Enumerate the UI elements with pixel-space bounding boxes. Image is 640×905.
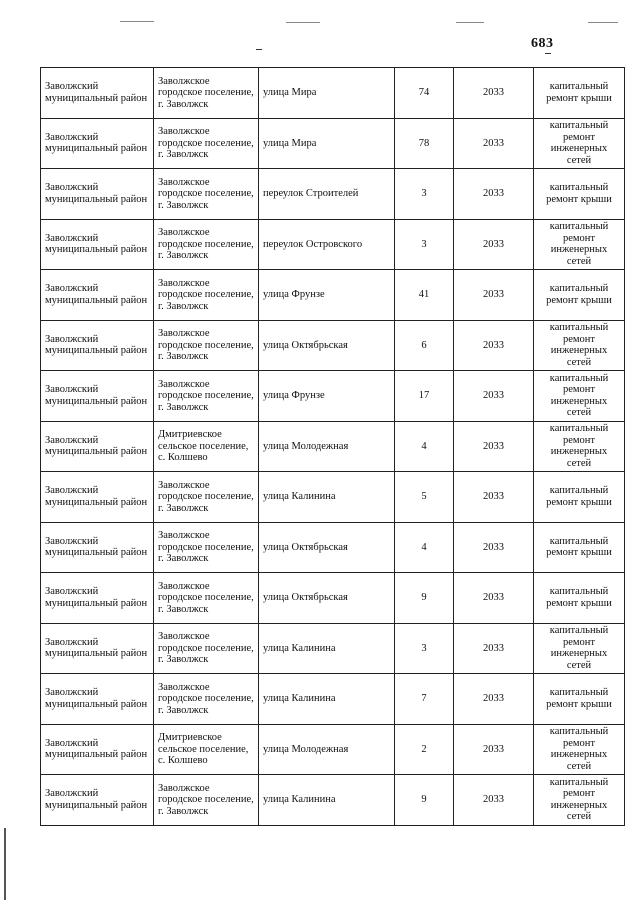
house-number-cell: 6 xyxy=(395,320,454,371)
district-cell: Заволжский муниципальный район xyxy=(41,674,154,725)
district-cell: Заволжский муниципальный район xyxy=(41,573,154,624)
street-cell: улица Калинина xyxy=(259,623,395,674)
house-number-cell: 9 xyxy=(395,573,454,624)
street-cell: улица Октябрьская xyxy=(259,320,395,371)
work-type-cell: капитальный ремонт крыши xyxy=(534,472,625,523)
table-body xyxy=(41,68,625,826)
house-number-cell: 4 xyxy=(395,421,454,472)
table-row xyxy=(41,573,625,624)
year-cell: 2033 xyxy=(454,421,534,472)
year-cell: 2033 xyxy=(454,169,534,220)
street-cell: улица Калинина xyxy=(259,472,395,523)
table-row xyxy=(41,724,625,775)
repair-schedule-table xyxy=(40,67,625,826)
house-number-cell: 2 xyxy=(395,724,454,775)
year-cell: 2033 xyxy=(454,775,534,826)
work-type-cell: капитальный ремонт крыши xyxy=(534,522,625,573)
work-type-cell: капитальный ремонт инженерных сетей xyxy=(534,320,625,371)
settlement-cell: Заволжское городское поселение, г. Заволжск xyxy=(154,219,259,270)
table-row xyxy=(41,118,625,169)
house-number-cell: 7 xyxy=(395,674,454,725)
work-type-cell: капитальный ремонт инженерных сетей xyxy=(534,371,625,422)
work-type-cell: капитальный ремонт инженерных сетей xyxy=(534,724,625,775)
street-cell: улица Молодежная xyxy=(259,421,395,472)
settlement-cell: Заволжское городское поселение, г. Заволжск xyxy=(154,674,259,725)
table-row xyxy=(41,522,625,573)
table-row xyxy=(41,320,625,371)
work-type-cell: капитальный ремонт инженерных сетей xyxy=(534,118,625,169)
settlement-cell: Заволжское городское поселение, г. Заволжск xyxy=(154,522,259,573)
district-cell: Заволжский муниципальный район xyxy=(41,522,154,573)
street-cell: улица Октябрьская xyxy=(259,522,395,573)
street-cell: улица Молодежная xyxy=(259,724,395,775)
street-cell: улица Калинина xyxy=(259,775,395,826)
settlement-cell: Дмитриевское сельское поселение, с. Колшево xyxy=(154,421,259,472)
house-number-cell: 78 xyxy=(395,118,454,169)
street-cell: переулок Островского xyxy=(259,219,395,270)
settlement-cell: Заволжское городское поселение, г. Заволжск xyxy=(154,573,259,624)
settlement-cell: Заволжское городское поселение, г. Заволжск xyxy=(154,775,259,826)
settlement-cell: Заволжское городское поселение, г. Заволжск xyxy=(154,169,259,220)
scan-mark xyxy=(120,21,154,22)
work-type-cell: капитальный ремонт инженерных сетей xyxy=(534,219,625,270)
scan-edge-bar xyxy=(4,828,6,900)
table-row xyxy=(41,674,625,725)
district-cell: Заволжский муниципальный район xyxy=(41,270,154,321)
district-cell: Заволжский муниципальный район xyxy=(41,219,154,270)
year-cell: 2033 xyxy=(454,472,534,523)
work-type-cell: капитальный ремонт инженерных сетей xyxy=(534,421,625,472)
district-cell: Заволжский муниципальный район xyxy=(41,118,154,169)
work-type-cell: капитальный ремонт инженерных сетей xyxy=(534,623,625,674)
year-cell: 2033 xyxy=(454,522,534,573)
street-cell: переулок Строителей xyxy=(259,169,395,220)
settlement-cell: Заволжское городское поселение, г. Заволжск xyxy=(154,270,259,321)
year-cell: 2033 xyxy=(454,724,534,775)
street-cell: улица Фрунзе xyxy=(259,371,395,422)
settlement-cell: Заволжское городское поселение, г. Заволжск xyxy=(154,320,259,371)
year-cell: 2033 xyxy=(454,623,534,674)
house-number-cell: 41 xyxy=(395,270,454,321)
table-row xyxy=(41,775,625,826)
year-cell: 2033 xyxy=(454,371,534,422)
work-type-cell: капитальный ремонт крыши xyxy=(534,270,625,321)
year-cell: 2033 xyxy=(454,320,534,371)
table-row xyxy=(41,421,625,472)
table-row xyxy=(41,169,625,220)
table-row xyxy=(41,623,625,674)
house-number-cell: 74 xyxy=(395,68,454,119)
district-cell: Заволжский муниципальный район xyxy=(41,775,154,826)
house-number-cell: 9 xyxy=(395,775,454,826)
street-cell: улица Мира xyxy=(259,68,395,119)
year-cell: 2033 xyxy=(454,118,534,169)
street-cell: улица Октябрьская xyxy=(259,573,395,624)
table-row xyxy=(41,472,625,523)
year-cell: 2033 xyxy=(454,573,534,624)
table-row xyxy=(41,68,625,119)
district-cell: Заволжский муниципальный район xyxy=(41,371,154,422)
scan-mark xyxy=(286,22,320,23)
district-cell: Заволжский муниципальный район xyxy=(41,421,154,472)
settlement-cell: Заволжское городское поселение, г. Заволжск xyxy=(154,623,259,674)
scan-mark xyxy=(588,22,618,23)
settlement-cell: Заволжское городское поселение, г. Заволжск xyxy=(154,371,259,422)
district-cell: Заволжский муниципальный район xyxy=(41,169,154,220)
year-cell: 2033 xyxy=(454,270,534,321)
year-cell: 2033 xyxy=(454,219,534,270)
work-type-cell: капитальный ремонт инженерных сетей xyxy=(534,775,625,826)
year-cell: 2033 xyxy=(454,68,534,119)
page-number-underline xyxy=(545,53,551,54)
house-number-cell: 5 xyxy=(395,472,454,523)
table-row xyxy=(41,270,625,321)
table-row xyxy=(41,219,625,270)
street-cell: улица Мира xyxy=(259,118,395,169)
table-row xyxy=(41,371,625,422)
work-type-cell: капитальный ремонт крыши xyxy=(534,674,625,725)
settlement-cell: Заволжское городское поселение, г. Заволжск xyxy=(154,472,259,523)
street-cell: улица Фрунзе xyxy=(259,270,395,321)
house-number-cell: 3 xyxy=(395,169,454,220)
settlement-cell: Заволжское городское поселение, г. Заволжск xyxy=(154,118,259,169)
street-cell: улица Калинина xyxy=(259,674,395,725)
district-cell: Заволжский муниципальный район xyxy=(41,68,154,119)
house-number-cell: 4 xyxy=(395,522,454,573)
district-cell: Заволжский муниципальный район xyxy=(41,472,154,523)
page-number: 683 xyxy=(531,36,554,51)
district-cell: Заволжский муниципальный район xyxy=(41,320,154,371)
work-type-cell: капитальный ремонт крыши xyxy=(534,573,625,624)
house-number-cell: 3 xyxy=(395,623,454,674)
work-type-cell: капитальный ремонт крыши xyxy=(534,68,625,119)
year-cell: 2033 xyxy=(454,674,534,725)
house-number-cell: 3 xyxy=(395,219,454,270)
scan-mark xyxy=(456,22,484,23)
scan-mark xyxy=(256,49,262,50)
district-cell: Заволжский муниципальный район xyxy=(41,623,154,674)
settlement-cell: Дмитриевское сельское поселение, с. Колшево xyxy=(154,724,259,775)
district-cell: Заволжский муниципальный район xyxy=(41,724,154,775)
settlement-cell: Заволжское городское поселение, г. Заволжск xyxy=(154,68,259,119)
work-type-cell: капитальный ремонт крыши xyxy=(534,169,625,220)
house-number-cell: 17 xyxy=(395,371,454,422)
